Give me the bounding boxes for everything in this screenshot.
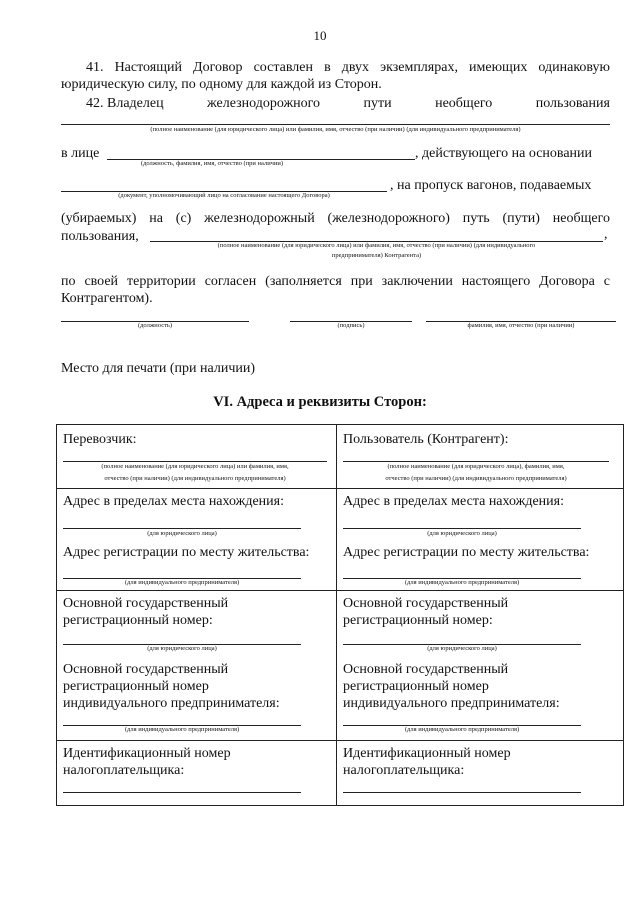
contractor-name-caption-1: (полное наименование (для юридического лица), фамилия, имя, xyxy=(387,463,565,470)
carrier-ogrn-caption: (для юридического лица) xyxy=(147,645,217,652)
clause-41-line-1: 41. Настоящий Договор составлен в двух экземплярах, имеющих одинаковую xyxy=(86,60,610,75)
contractor-name-cell xyxy=(337,425,624,489)
clause-42-word: пользования xyxy=(535,96,610,111)
carrier-ogrn-line-1: Основной государственный xyxy=(63,596,229,611)
contractor-header: Пользователь (Контрагент): xyxy=(343,432,509,447)
contractor-address-blank-line xyxy=(343,528,581,529)
acting-on-basis-text: , действующего на основании xyxy=(415,146,593,161)
clause-42-word: пути xyxy=(363,96,392,111)
carrier-inn-line-2: налогоплательщика: xyxy=(63,763,185,778)
stamp-place-text: Место для печати (при наличии) xyxy=(61,361,256,376)
table-row xyxy=(57,591,624,741)
table-row xyxy=(57,425,624,489)
contractor-ogrnip-line-2: регистрационный номер xyxy=(343,679,489,694)
carrier-header: Перевозчик: xyxy=(63,432,137,447)
carrier-ogrnip-line-2: регистрационный номер xyxy=(63,679,209,694)
carrier-name-caption-2: отчество (при наличии) (для индивидуального предпринимателя) xyxy=(104,475,286,482)
clause-42-word: необщего xyxy=(435,96,493,111)
consent-line-1: по своей территории согласен (заполняется при заключении настоящего Договора с xyxy=(61,274,610,289)
carrier-name-cell xyxy=(57,425,337,489)
contractor-ogrn-caption: (для юридического лица) xyxy=(427,645,497,652)
contractor-ogrn-cell xyxy=(337,591,624,741)
consent-line-2: Контрагентом). xyxy=(61,291,153,306)
carrier-inn-blank-line xyxy=(63,792,301,793)
carrier-address-cell xyxy=(57,489,337,591)
page-number: 10 xyxy=(313,28,327,43)
contractor-legal-entity-caption: (для юридического лица) xyxy=(427,530,497,537)
carrier-ogrnip-caption: (для индивидуального предпринимателя) xyxy=(124,726,240,733)
carrier-address-blank-line xyxy=(63,528,301,529)
clause-42-line-4: (убираемых) на (с) железнодорожный (железнодорожного) путь (пути) необщего xyxy=(61,211,610,226)
contractor-caption-2: предпринимателя) Контрагента) xyxy=(331,252,422,259)
contractor-ogrn-line-1: Основной государственный xyxy=(343,596,509,611)
contractor-address-cell xyxy=(337,489,624,591)
contractor-address-label: Адрес в пределах места нахождения: xyxy=(343,494,564,509)
document-caption: (документ, уполномочивающий лицо на согласование настоящего Договора) xyxy=(118,192,330,199)
signature-caption: (подпись) xyxy=(337,322,365,329)
carrier-ogrn-cell xyxy=(57,591,337,741)
position-caption-under-line: (должность) xyxy=(137,322,173,329)
clause-41-line-2: юридическую силу, по одному для каждой из Сторон. xyxy=(61,77,382,92)
in-person-label: в лице xyxy=(61,146,100,161)
carrier-name-caption-1: (полное наименование (для юридического лица) или фамилия, имя, xyxy=(101,463,289,470)
clause-42-line-5-prefix: пользования, xyxy=(61,229,139,244)
carrier-residence-label: Адрес регистрации по месту жительства: xyxy=(63,545,310,560)
owner-blank-line xyxy=(61,124,610,125)
table-row xyxy=(57,741,624,806)
carrier-legal-entity-caption: (для юридического лица) xyxy=(147,530,217,537)
contractor-caption-1: (полное наименование (для юридического лица) или фамилия, имя, отчество (при наличии) (для индивидуального xyxy=(217,242,536,249)
contractor-residence-label: Адрес регистрации по месту жительства: xyxy=(343,545,590,560)
table-row xyxy=(57,489,624,591)
carrier-inn-line-1: Идентификационный номер xyxy=(63,746,231,761)
owner-caption: (полное наименование (для юридического лица) или фамилия, имя, отчество (при наличии) (для индивидуального предпринимателя) xyxy=(150,126,521,133)
carrier-ogrnip-line-3: индивидуального предпринимателя: xyxy=(63,696,280,711)
contractor-ogrn-line-2: регистрационный номер: xyxy=(343,613,493,628)
position-caption: (должность, фамилия, имя, отчество (при наличии) xyxy=(140,160,284,167)
contractor-entrepreneur-caption: (для индивидуального предпринимателя) xyxy=(404,579,520,586)
clause-42-line-5-suffix: , xyxy=(604,227,608,242)
contractor-inn-line-1: Идентификационный номер xyxy=(343,746,511,761)
clause-42-word: железнодорожного xyxy=(207,96,321,111)
contractor-ogrnip-caption: (для индивидуального предпринимателя) xyxy=(404,726,520,733)
clause-42-line-1 xyxy=(86,95,610,112)
carrier-ogrn-line-2: регистрационный номер: xyxy=(63,613,213,628)
name-caption: фамилия, имя, отчество (при наличии) xyxy=(467,322,575,329)
clause-42-word: 42. Владелец xyxy=(86,96,164,111)
contractor-inn-line-2: налогоплательщика: xyxy=(343,763,465,778)
carrier-inn-cell xyxy=(57,741,337,806)
contractor-name-caption-2: отчество (при наличии) (для индивидуального предпринимателя) xyxy=(385,475,567,482)
contractor-inn-blank-line xyxy=(343,792,581,793)
contractor-ogrnip-line-3: индивидуального предпринимателя: xyxy=(343,696,560,711)
contractor-inn-cell xyxy=(337,741,624,806)
carrier-entrepreneur-caption: (для индивидуального предпринимателя) xyxy=(124,579,240,586)
contractor-ogrnip-line-1: Основной государственный xyxy=(343,662,509,677)
carrier-name-blank-line xyxy=(63,461,327,462)
carrier-ogrnip-line-1: Основной государственный xyxy=(63,662,229,677)
contractor-name-blank-line xyxy=(343,461,609,462)
requisites-table xyxy=(56,424,624,806)
carrier-address-label: Адрес в пределах места нахождения: xyxy=(63,494,284,509)
section-title: VI. Адреса и реквизиты Сторон: xyxy=(213,394,427,410)
pass-wagons-text: , на пропуск вагонов, подаваемых xyxy=(390,178,592,193)
